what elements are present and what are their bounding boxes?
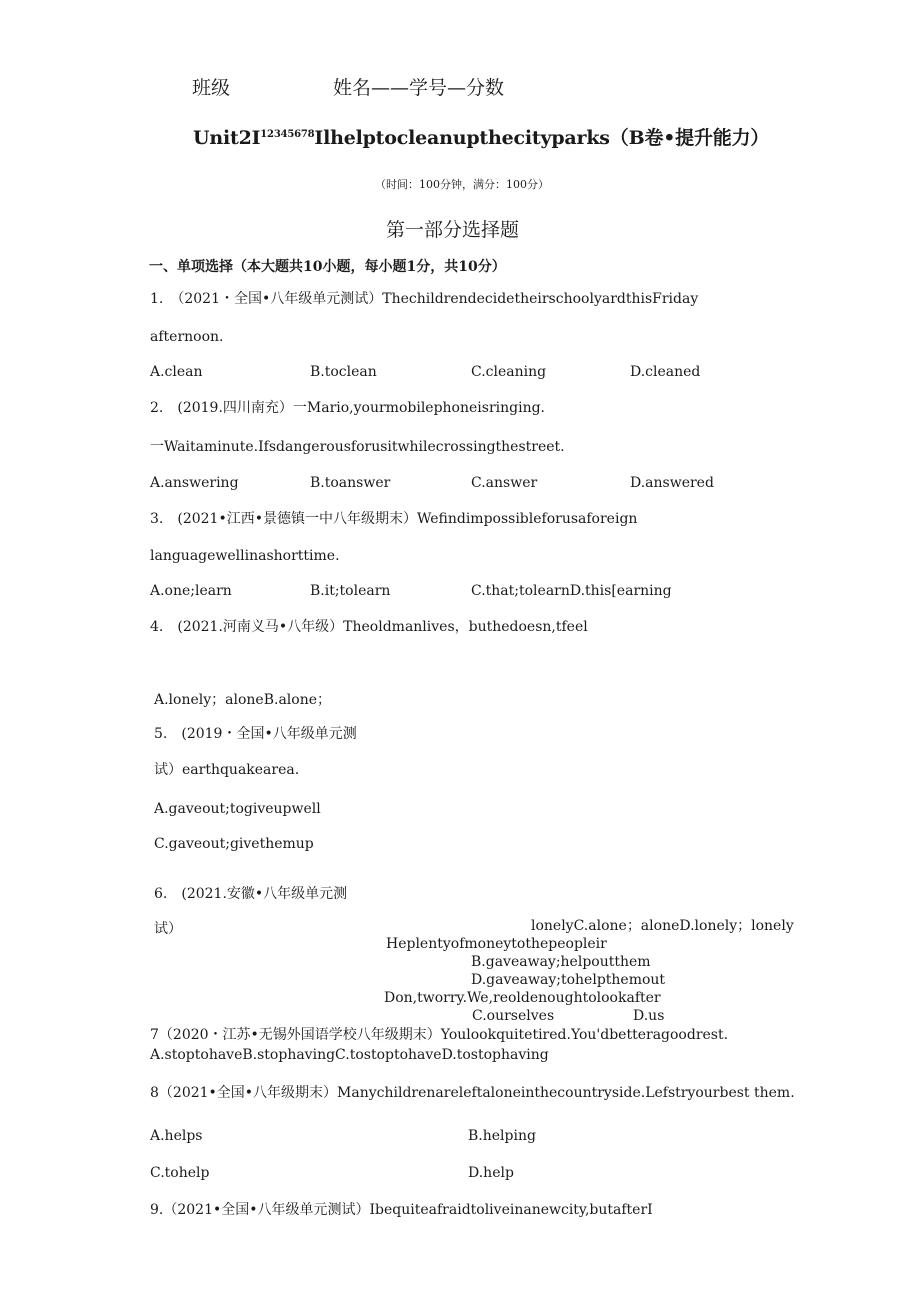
q8-option-c: C.tohelp bbox=[150, 1165, 210, 1181]
q1-option-d: D.cleaned bbox=[630, 364, 701, 380]
class-label: 班级 bbox=[192, 77, 231, 99]
q3-stem-cont: languagewellinashorttime. bbox=[150, 548, 340, 564]
q4-options-ab: A.lonely；aloneB.alone； bbox=[154, 692, 332, 708]
q2-option-a: A.answering bbox=[150, 475, 239, 491]
q3-stem: 3. (2021•江西•景德镇一中八年级期末）Wefindimpossibleforusaforeign bbox=[150, 511, 638, 527]
title-superscript: 12345678 bbox=[260, 129, 315, 140]
q8-stem: 8（2021•全国•八年级期末）Manychildrenareleftaloneinthecountryside.Lefstryourbest them. bbox=[150, 1085, 795, 1101]
q6-option-c: C.ourselves bbox=[472, 1008, 555, 1024]
q5-option-b: B.gaveaway;helpoutthem bbox=[471, 954, 651, 970]
title-prefix: Unit2I bbox=[193, 127, 261, 149]
q1-option-c: C.cleaning bbox=[471, 364, 547, 380]
q7-stem: 7（2020・江苏•无锡外国语学校八年级期末）Youlookquitetired.You'dbetteragoodrest. bbox=[150, 1027, 729, 1043]
q6-option-d: D.us bbox=[633, 1008, 665, 1024]
q1-option-a: A.clean bbox=[150, 364, 203, 380]
q8-option-d: D.help bbox=[468, 1165, 514, 1181]
q9-stem: 9.（2021•全国•八年级单元测试）Ibequiteafraidtoliveinanewcity,butafterI bbox=[150, 1202, 653, 1218]
q3-option-cd: C.that;tolearnD.this[earning bbox=[471, 583, 672, 599]
name-number-score-line: 姓名——学号—分数 bbox=[333, 77, 505, 99]
q2-option-c: C.answer bbox=[471, 475, 538, 491]
q1-stem: 1. （2021・全国•八年级单元测试）ThechildrendecidetheirschoolyardthisFriday bbox=[150, 291, 699, 307]
title-main: Ilhelptocleanupthecityparks（B卷•提升能力） bbox=[314, 127, 770, 149]
q5-stem-cont: 试）earthquakearea. bbox=[154, 762, 300, 778]
q4-stem: 4. (2021.河南义马•八年级）Theoldmanlives，buthedoesn,tfeel bbox=[150, 619, 588, 635]
q5-option-c: C.gaveout;givethemup bbox=[154, 836, 314, 852]
q3-option-a: A.one;learn bbox=[150, 583, 232, 599]
q2-option-d: D.answered bbox=[630, 475, 714, 491]
q6-stem: 6. (2021.安徽•八年级单元测 bbox=[154, 886, 348, 902]
page-title bbox=[193, 129, 769, 148]
q2-line2: 一Waitaminute.Ifsdangerousforusitwhilecrossingthestreet. bbox=[150, 439, 565, 455]
q6-stem-cont: 试） bbox=[154, 921, 182, 937]
q6-sentence: Don,tworry.We,reoldenoughtolookafter bbox=[384, 990, 661, 1006]
q4-options-cd: lonelyC.alone；aloneD.lonely；lonely bbox=[531, 918, 794, 934]
q3-option-b: B.it;tolearn bbox=[310, 583, 391, 599]
section-heading: 一、单项选择（本大题共10小题，每小题1分，共10分） bbox=[149, 259, 506, 275]
part-heading: 第一部分选择题 bbox=[386, 219, 520, 241]
q8-option-a: A.helps bbox=[150, 1128, 203, 1144]
time-info: （时间：100分钟，满分：100分） bbox=[375, 178, 549, 191]
q7-options: A.stoptohaveB.stophavingC.tostoptohaveD.tostophaving bbox=[150, 1047, 549, 1063]
q5-option-a: A.gaveout;togiveupwell bbox=[154, 801, 321, 817]
q5-option-d: D.gaveaway;tohelpthemout bbox=[471, 972, 666, 988]
q1-option-b: B.toclean bbox=[310, 364, 377, 380]
q2-stem: 2. (2019.四川南充）一Mario,yourmobilephoneisringing. bbox=[150, 400, 546, 416]
q1-stem-cont: afternoon. bbox=[150, 329, 224, 345]
q5-stem: 5. (2019・全国•八年级单元测 bbox=[154, 726, 357, 742]
q2-option-b: B.toanswer bbox=[310, 475, 391, 491]
q5-sentence: Heplentyofmoneytothepeopleir bbox=[386, 936, 607, 952]
q8-option-b: B.helping bbox=[468, 1128, 536, 1144]
